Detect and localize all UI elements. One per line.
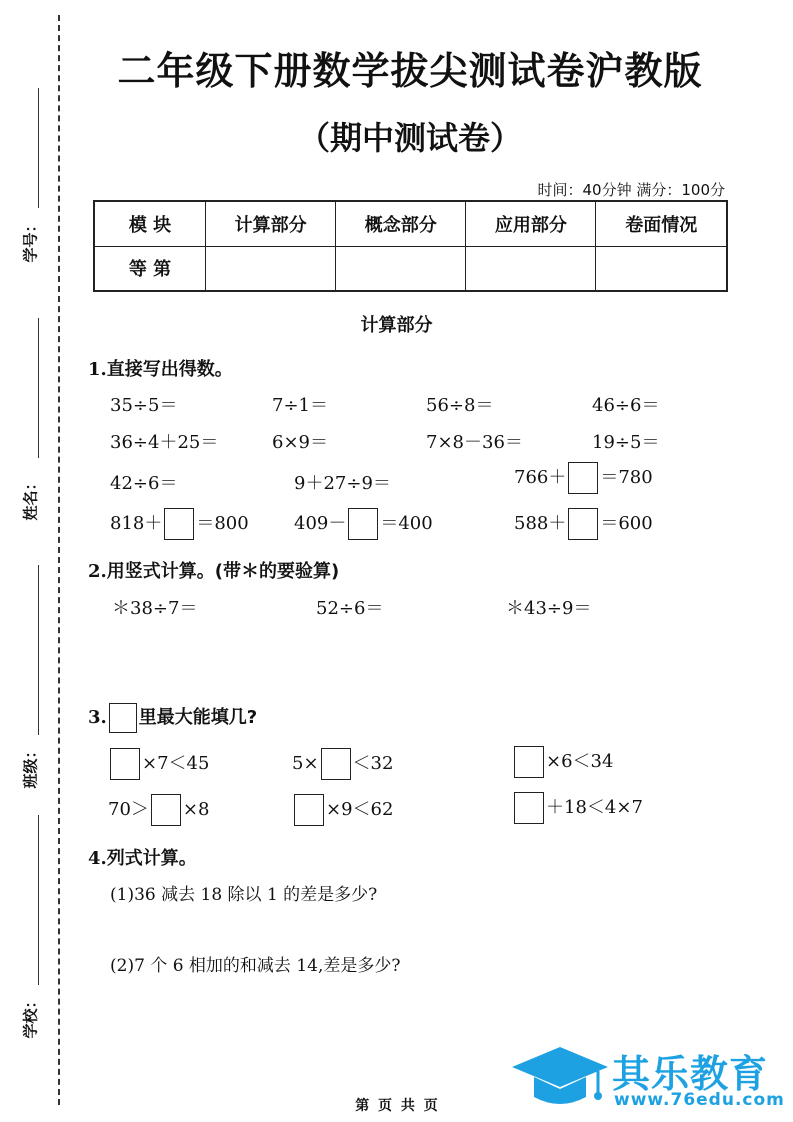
q2-item: ＊38÷7＝: [112, 598, 198, 619]
q1-item: 7×8－36＝: [426, 432, 523, 453]
q1-item: 6×9＝: [272, 432, 328, 453]
q1-blank-before: 588＋: [514, 513, 567, 534]
grade-cell-concept[interactable]: [336, 246, 466, 291]
answer-box[interactable]: [321, 748, 351, 780]
q4-heading: [88, 844, 197, 870]
q1-heading: [88, 355, 233, 381]
answer-box[interactable]: [164, 508, 194, 540]
q3-item-after: ×9＜62: [326, 799, 394, 820]
school-line: [38, 815, 39, 985]
q1-item: 46÷6＝: [592, 395, 660, 416]
q2-number: 2.: [88, 561, 107, 582]
q1-blank-before: 409－: [294, 513, 347, 534]
answer-box[interactable]: [514, 792, 544, 824]
q3-item-after: ＋18＜4×7: [546, 797, 643, 818]
q1-blank-after: ＝780: [600, 467, 653, 488]
q1-item: 9＋27÷9＝: [294, 473, 391, 494]
page-footer: 第 页 共 页: [355, 1098, 438, 1114]
q4-item: (2)7 个 6 相加的和减去 14,差是多少?: [110, 956, 401, 976]
q1-item: 7÷1＝: [272, 395, 328, 416]
q2-heading: [88, 557, 339, 583]
score-header-application: 应用部分: [466, 201, 596, 246]
q1-blank-item: [514, 508, 653, 540]
score-header-calc: 计算部分: [206, 201, 336, 246]
q1-item: 36÷4＋25＝: [110, 432, 219, 453]
q3-item: [108, 794, 209, 826]
school-label: 学校：: [21, 993, 40, 1039]
q1-blank-before: 818＋: [110, 513, 163, 534]
score-table-header-row: [94, 201, 727, 246]
q1-blank-item: [294, 508, 433, 540]
q1-blank-after: ＝400: [380, 513, 433, 534]
q1-item: 19÷5＝: [592, 432, 660, 453]
logo-name: 其乐教育: [612, 1052, 769, 1096]
time-info: 时间：40分钟 满分：100分: [537, 181, 725, 199]
q1-item: 42÷6＝: [110, 473, 178, 494]
section-title: 计算部分: [360, 315, 433, 336]
class-label: 班级：: [21, 743, 40, 789]
q3-item: [108, 748, 209, 780]
q1-title: 直接写出得数。: [106, 359, 233, 380]
answer-box[interactable]: [514, 746, 544, 778]
score-table: [93, 200, 728, 292]
q1-blank-after: ＝600: [600, 513, 653, 534]
q1-blank-before: 766＋: [514, 467, 567, 488]
q3-item: [512, 792, 643, 824]
q4-item: (1)36 减去 18 除以 1 的差是多少?: [110, 885, 378, 905]
q3-item-after: ＜32: [352, 753, 394, 774]
score-header-neatness: 卷面情况: [596, 201, 727, 246]
q1-number: 1.: [88, 359, 107, 380]
score-header-module: 模 块: [94, 201, 206, 246]
answer-box[interactable]: [294, 794, 324, 826]
q4-number: 4.: [88, 848, 107, 869]
box-icon: [109, 703, 137, 733]
q2-title: 用竖式计算。(带＊的要验算): [106, 561, 340, 582]
q1-blank-after: ＝800: [196, 513, 249, 534]
q3-item-before: 5×: [292, 753, 319, 774]
page-subtitle: （期中测试卷）: [297, 119, 522, 157]
q3-item: [512, 746, 613, 778]
q1-item: 35÷5＝: [110, 395, 178, 416]
score-header-concept: 概念部分: [336, 201, 466, 246]
answer-box[interactable]: [348, 508, 378, 540]
answer-box[interactable]: [568, 508, 598, 540]
q3-item-before: 70＞: [108, 799, 149, 820]
q3-item: [292, 748, 393, 780]
binding-dashed-line: [58, 15, 60, 1105]
answer-box[interactable]: [568, 462, 598, 494]
q3-item-after: ×6＜34: [546, 751, 614, 772]
class-line: [38, 565, 39, 735]
q3-title: 里最大能填几?: [138, 707, 258, 728]
grade-cell-calc[interactable]: [206, 246, 336, 291]
answer-box[interactable]: [151, 794, 181, 826]
q3-item-after: ×8: [182, 799, 210, 820]
q1-item: 56÷8＝: [426, 395, 494, 416]
score-table-grade-row: [94, 246, 727, 291]
name-label: 姓名：: [21, 475, 40, 521]
grade-cell-application[interactable]: [466, 246, 596, 291]
q3-item: [292, 794, 393, 826]
score-row-label: 等 第: [94, 246, 206, 291]
student-id-label: 学号：: [21, 217, 40, 263]
q4-title: 列式计算。: [106, 848, 197, 869]
logo-url: www.76edu.com: [614, 1090, 785, 1110]
grade-cell-neatness[interactable]: [596, 246, 727, 291]
q2-item: ＊43÷9＝: [506, 598, 592, 619]
q3-item-after: ×7＜45: [142, 753, 210, 774]
page-title: 二年级下册数学拔尖测试卷沪教版: [117, 49, 703, 93]
name-line: [38, 318, 39, 458]
q2-item: 52÷6＝: [316, 598, 384, 619]
q1-blank-item: [514, 462, 653, 494]
answer-box[interactable]: [110, 748, 140, 780]
q3-heading: [88, 703, 257, 733]
q3-number: 3.: [88, 707, 107, 728]
q1-blank-item: [110, 508, 249, 540]
